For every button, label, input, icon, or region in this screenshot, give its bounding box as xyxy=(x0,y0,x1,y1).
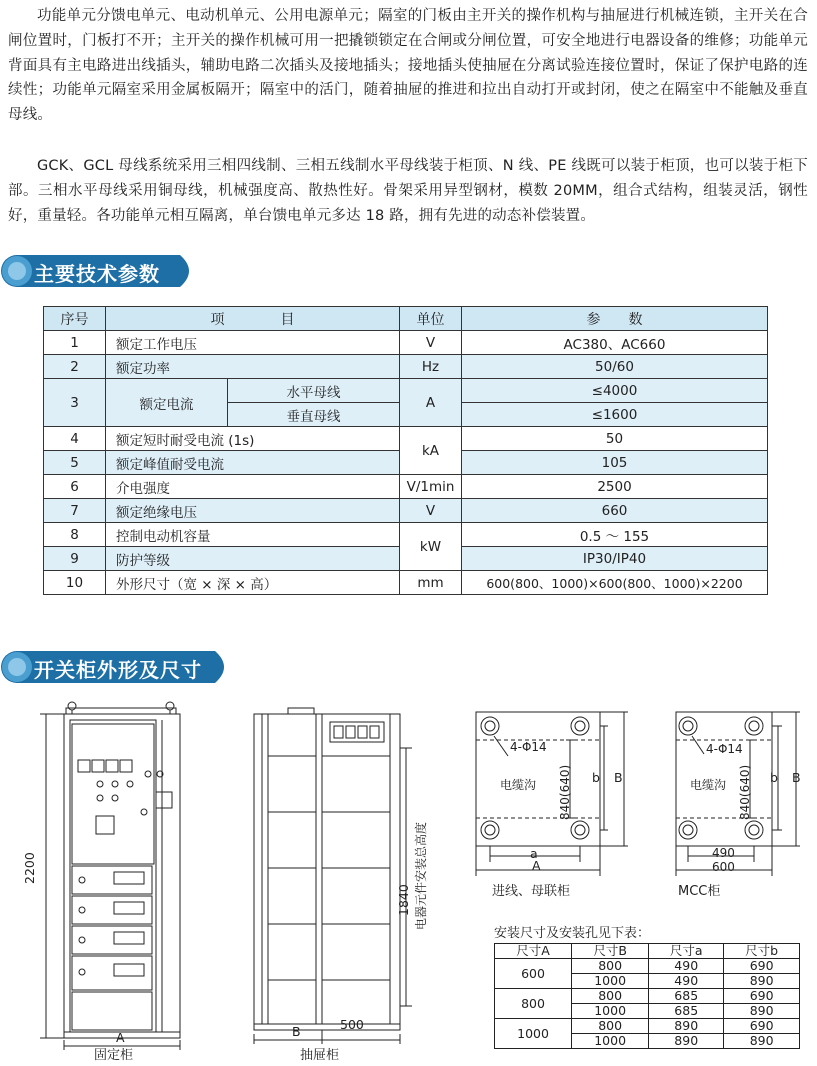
table-row xyxy=(44,427,768,451)
cell-a: 490 xyxy=(649,959,724,974)
cell-b: 890 xyxy=(724,1004,800,1019)
ammeter-icon xyxy=(106,760,118,772)
row-no: 1 xyxy=(44,331,106,355)
section-header-specs xyxy=(0,254,200,288)
row-value: 105 xyxy=(462,451,768,475)
row-no: 3 xyxy=(44,379,106,427)
row-no: 7 xyxy=(44,499,106,523)
row-unit: Hz xyxy=(400,355,462,379)
row-no: 9 xyxy=(44,547,106,571)
voltmeter-icon xyxy=(120,760,132,772)
row-unit: A xyxy=(400,379,462,427)
row-value: 660 xyxy=(462,499,768,523)
header-cell-item: 项 目 xyxy=(106,307,400,331)
cell-B: 800 xyxy=(572,989,649,1004)
table-row xyxy=(495,959,800,974)
drawing-caption: 抽屉柜 xyxy=(300,1048,340,1063)
table-row xyxy=(495,1019,800,1034)
cell-a: 890 xyxy=(649,1034,724,1049)
holes-label: 4-Φ14 xyxy=(510,740,547,754)
header-cell: 尺寸b xyxy=(724,944,800,959)
row-item: 额定短时耐受电流 (1s) xyxy=(106,427,400,451)
vertical-note: 电器元件安装总高度 xyxy=(414,821,428,930)
cell-b: 890 xyxy=(724,974,800,989)
dimension-A: A xyxy=(532,858,541,873)
header-cell-value: 参 数 xyxy=(462,307,768,331)
row-item: 介电强度 xyxy=(106,475,400,499)
cell-a: 685 xyxy=(649,989,724,1004)
header-cell: 尺寸A xyxy=(495,944,572,959)
row-item: 额定电流 xyxy=(106,379,228,427)
row-no: 4 xyxy=(44,427,106,451)
row-value: ≤1600 xyxy=(462,403,768,427)
row-item: 额定功率 xyxy=(106,355,400,379)
mount-table-caption: 安装尺寸及安装孔见下表： xyxy=(494,926,651,941)
row-item: 外形尺寸（宽 × 深 × 高） xyxy=(106,571,400,595)
table-row xyxy=(44,379,768,403)
cell-A: 1000 xyxy=(495,1019,572,1049)
row-value: 0.5 ～ 155 xyxy=(462,523,768,547)
cell-A: 600 xyxy=(495,959,572,989)
table-row xyxy=(44,475,768,499)
section-header-dimensions xyxy=(0,650,235,684)
drawing-caption: 固定柜 xyxy=(94,1048,134,1063)
ammeter-icon xyxy=(92,760,104,772)
row-value: 2500 xyxy=(462,475,768,499)
row-value: ≤4000 xyxy=(462,379,768,403)
row-unit: kW xyxy=(400,523,462,571)
table-row xyxy=(44,355,768,379)
cell-a: 685 xyxy=(649,1004,724,1019)
cell-a: 890 xyxy=(649,1019,724,1034)
row-no: 5 xyxy=(44,451,106,475)
table-header-row xyxy=(44,307,768,331)
row-no: 10 xyxy=(44,571,106,595)
row-value: 50 xyxy=(462,427,768,451)
spec-table xyxy=(43,306,768,595)
dimension-a: a xyxy=(530,846,538,861)
width-dimension: A xyxy=(116,1030,125,1045)
table-row xyxy=(44,499,768,523)
cell-B: 800 xyxy=(572,959,649,974)
row-item: 额定峰值耐受电流 xyxy=(106,451,400,475)
height-dimension: 2200 xyxy=(22,852,37,884)
row-no: 8 xyxy=(44,523,106,547)
cell-b: 890 xyxy=(724,1034,800,1049)
trench-label: 电缆沟 xyxy=(690,778,727,792)
row-item: 额定绝缘电压 xyxy=(106,499,400,523)
height-dimension: 1840 xyxy=(396,884,411,916)
row-unit: kA xyxy=(400,427,462,475)
dimension-b: b xyxy=(770,770,778,785)
ammeter-icon xyxy=(78,760,90,772)
width-dimension: B xyxy=(292,1024,301,1039)
table-header-row xyxy=(495,944,800,959)
cell-b: 690 xyxy=(724,989,800,1004)
section-title: 主要技术参数 xyxy=(34,262,160,286)
row-unit: V xyxy=(400,499,462,523)
header-cell: 尺寸B xyxy=(572,944,649,959)
cell-b: 690 xyxy=(724,959,800,974)
cell-B: 800 xyxy=(572,1019,649,1034)
row-unit: V/1min xyxy=(400,475,462,499)
row-value: IP30/IP40 xyxy=(462,547,768,571)
table-row xyxy=(44,331,768,355)
dimension-490: 490 xyxy=(712,846,735,860)
row-value: 600(800、1000)×600(800、1000)×2200 xyxy=(462,571,768,595)
row-unit: V xyxy=(400,331,462,355)
intro-paragraph-2: GCK、GCL 母线系统采用三相四线制、三相五线制水平母线装于柜顶、N 线、PE 线既可以装于柜顶，也可以装于柜下部。三相水平母线采用铜母线，机械强度高、散热性好。骨架采用异型钢材，模数 20MM，组合式结构，组装灵活，钢性好，重量轻。各功能单元相互隔离，单台馈电单元多达 18 路，拥有先进的动态补偿装置。 xyxy=(8,158,808,224)
row-subitem: 垂直母线 xyxy=(228,403,400,427)
row-item: 控制电动机容量 xyxy=(106,523,400,547)
row-no: 2 xyxy=(44,355,106,379)
header-cell-unit: 单位 xyxy=(400,307,462,331)
section-title: 开关柜外形及尺寸 xyxy=(34,658,202,682)
dimension-840: 840(640) xyxy=(558,764,572,820)
holes-label: 4-Φ14 xyxy=(706,742,743,756)
table-row xyxy=(44,571,768,595)
mount-table xyxy=(494,943,800,1049)
cell-A: 800 xyxy=(495,989,572,1019)
row-value: AC380、AC660 xyxy=(462,331,768,355)
table-row xyxy=(44,523,768,547)
header-cell: 尺寸a xyxy=(649,944,724,959)
dimension-600: 600 xyxy=(712,860,735,874)
row-item: 防护等级 xyxy=(106,547,400,571)
cell-b: 690 xyxy=(724,1019,800,1034)
header-cell-no: 序号 xyxy=(44,307,106,331)
cell-B: 1000 xyxy=(572,1004,649,1019)
row-unit: mm xyxy=(400,571,462,595)
table-row xyxy=(495,989,800,1004)
row-subitem: 水平母线 xyxy=(228,379,400,403)
drawer-cabinet-drawing xyxy=(240,700,440,1062)
row-value: 50/60 xyxy=(462,355,768,379)
fixed-cabinet-drawing xyxy=(20,700,220,1062)
dimension-b: b xyxy=(592,770,600,785)
row-item: 额定工作电压 xyxy=(106,331,400,355)
cell-a: 490 xyxy=(649,974,724,989)
cell-B: 1000 xyxy=(572,1034,649,1049)
drawing-caption: MCC柜 xyxy=(678,884,721,899)
intro-paragraph-1: 功能单元分馈电单元、电动机单元、公用电源单元；隔室的门板由主开关的操作机构与抽屉进行机械连锁，主开关在合闸位置时，门板打不开；主开关的操作机械可用一把撬锁锁定在合闸或分闸位置，可安全地进行电器设备的维修；功能单元背面具有主电路进出线插头，辅助电路二次插头及接地插头；接地插头使抽屉在分离试验连接位置时，保证了保护电路的连续性；功能单元隔室采用金属板隔开；隔室中的活门，随着抽屉的推进和拉出自动打开或封闭，使之在隔室中不能触及垂直母线。 xyxy=(8,8,808,124)
trench-label: 电缆沟 xyxy=(500,778,537,792)
drawing-caption: 进线、母联柜 xyxy=(492,884,571,899)
dimension-840: 840(640) xyxy=(738,764,752,820)
depth-dimension: 500 xyxy=(340,1017,364,1032)
row-no: 6 xyxy=(44,475,106,499)
dimension-B: B xyxy=(792,770,801,785)
cell-B: 1000 xyxy=(572,974,649,989)
dimension-B: B xyxy=(614,770,623,785)
